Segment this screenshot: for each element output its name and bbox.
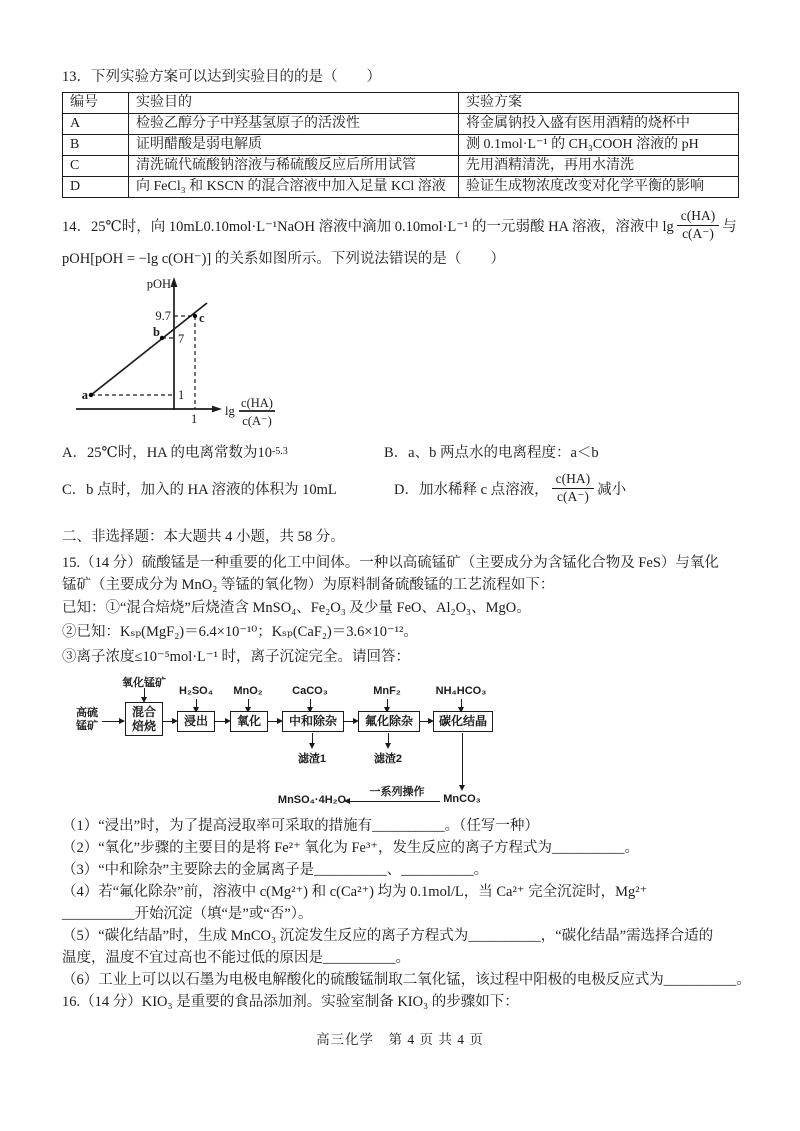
arrow-down-icon <box>144 688 145 701</box>
q14-stem-pre: 14．25℃时，向 10mL0.10mol·L⁻¹NaOH 溶液中滴加 0.10mol·L⁻¹ 的一元弱酸 HA 溶液，溶液中 lg <box>62 218 674 235</box>
q14-stem-line1 <box>62 202 740 248</box>
arrow-down-icon <box>248 699 249 711</box>
arrow-down-icon <box>461 699 462 711</box>
exam-content <box>62 66 751 1013</box>
q15-intro-line2: 锰矿（主要成分为 MnO₂ 等锰的氧化物）为原料制备硫酸锰的工艺流程如下： <box>62 577 555 593</box>
section2-header: 二、非选择题：本大题共 4 小题，共 58 分。 <box>62 529 345 545</box>
fraction-numerator: c(HA) <box>677 208 719 226</box>
point-a-label: a <box>81 388 88 402</box>
q15-sub1: （1）“浸出”时，为了提高浸取率可采取的措施有__________。（任写一种） <box>62 818 539 834</box>
table-row <box>63 177 739 198</box>
q15-known1: 已知：①“混合焙烧”后烧渣含 MnSO₄、Fe₂O₃ 及少量 FeO、Al₂O₃、MgO。 <box>62 600 531 616</box>
flow-input-nh4hco3: NH₄HCO₃ <box>435 685 487 697</box>
q15-sub5-line2: 温度，温度不宜过高也不能过低的原因是__________。 <box>62 950 410 966</box>
cell-plan: 验证生成物浓度改变对化学平衡的影响 <box>459 177 739 198</box>
tick-1-y: 1 <box>178 388 185 402</box>
q14-options-row1 <box>62 441 740 462</box>
q14-graph <box>74 276 324 434</box>
q15-intro-line1: 15.（14 分）硫酸锰是一种重要的化工中间体。一种以高硫锰矿（主要成分为含锰化合物及 FeS）与氧化 <box>62 555 719 571</box>
flow-box-oxidize: 氧化 <box>230 711 268 732</box>
q13-table <box>62 92 739 198</box>
q15-flowchart <box>62 673 740 815</box>
q15-known3: ③离子浓度≤10⁻⁵mol·L⁻¹ 时，离子沉淀完全。请回答： <box>62 649 411 665</box>
cell-plan: 将金属钠投入盛有医用酒精的烧杯中 <box>459 114 739 135</box>
q13-stem: 13．下列实验方案可以达到实验目的的是（ ） <box>62 69 381 85</box>
arrow-down-icon <box>310 699 311 711</box>
q14-option-d <box>394 471 626 506</box>
option-a-text: A．25℃时，HA 的电离常数为10 <box>62 445 272 461</box>
flow-feed-ore: 高硫锰矿 <box>76 707 98 732</box>
q15-sub2: （2）“氧化”步骤的主要目的是将 Fe²⁺ 氧化为 Fe³⁺，发生反应的离子方程式为__________。 <box>62 840 639 856</box>
q15-sub5-line1: （5）“碳化结晶”时，生成 MnCO₃ 沉淀发生反应的离子方程式为__________，“碳化结晶”需选择合适的 <box>62 928 714 944</box>
flow-residue-1: 滤渣1 <box>297 753 327 765</box>
flow-box-roast: 混合焙烧 <box>125 702 163 736</box>
cell-id: A <box>63 114 129 135</box>
col-header-purpose: 实验目的 <box>129 93 459 114</box>
table-row <box>63 135 739 156</box>
x-axis-frac-num: c(HA) <box>241 396 273 410</box>
arrow-down-icon <box>196 699 197 711</box>
arrow-right-icon <box>344 721 357 722</box>
flow-box-neutralize: 中和除杂 <box>282 711 344 732</box>
cell-id: B <box>63 135 129 156</box>
page-footer: 高三化学 第 4 页 共 4 页 <box>316 1032 484 1047</box>
y-axis-label: pOH <box>146 277 171 291</box>
q14-stem-post: 与 <box>722 218 737 235</box>
arrow-left-icon <box>346 801 440 802</box>
tick-1-x: 1 <box>191 412 198 426</box>
cell-id: D <box>63 177 129 198</box>
flow-box-carbonate: 碳化结晶 <box>433 711 493 732</box>
q14-option-c: C．b 点时，加入的 HA 溶液的体积为 10mL <box>62 481 337 498</box>
titration-line <box>91 303 207 395</box>
cell-id: C <box>63 156 129 177</box>
flow-input-caco3: CaCO₃ <box>292 685 328 697</box>
arrow-down-icon <box>462 733 463 789</box>
arrow-right-icon <box>268 721 281 722</box>
point-a <box>89 393 93 397</box>
arrow-down-icon <box>312 733 313 747</box>
cell-purpose: 清洗硫代硫酸钠溶液与稀硫酸反应后所用试管 <box>129 156 459 177</box>
option-d-suffix: 减小 <box>597 481 627 498</box>
point-b <box>160 336 164 340</box>
table-row <box>63 156 739 177</box>
arrow-down-icon <box>387 699 388 711</box>
option-a-exponent: -5.3 <box>271 446 288 457</box>
q14-option-b: B．a、b 两点水的电离程度：a＜b <box>384 445 599 461</box>
q14-stem-line2: pOH[pOH = −lg c(OH⁻)] 的关系如图所示。下列说法错误的是（ ） <box>62 251 505 267</box>
q15-sub4-line1: （4）若“氟化除杂”前，溶液中 c(Mg²⁺) 和 c(Ca²⁺) 均为 0.1mol/L，当 Ca²⁺ 完全沉淀时，Mg²⁺ <box>62 884 648 900</box>
flow-input-oxide-ore: 氧化锰矿 <box>122 677 166 689</box>
flow-box-fluoridize: 氟化除杂 <box>358 711 420 732</box>
arrow-right-icon <box>102 721 123 722</box>
x-axis-frac-den: c(A⁻) <box>242 414 272 428</box>
table-row <box>63 114 739 135</box>
flow-final-product: MnSO₄·4H₂O <box>277 794 347 806</box>
q15-known2: ②已知：Kₛₚ(MgF₂)＝6.4×10⁻¹⁰；Kₛₚ(CaF₂)＝3.6×10⁻¹²。 <box>62 624 418 640</box>
q15-sub4-line2: __________开始沉淀（填“是”或“否”）。 <box>62 906 313 922</box>
cell-plan: 先用酒精清洗，再用水清洗 <box>459 156 739 177</box>
option-d-text: D．加水稀释 c 点溶液， <box>394 481 549 498</box>
y-axis-arrow <box>171 277 178 287</box>
cell-purpose: 证明醋酸是弱电解质 <box>129 135 459 156</box>
q15-sub6: （6）工业上可以以石墨为电极电解酸化的硫酸锰制取二氧化锰，该过程中阳极的电极反应式为__________。 <box>62 972 751 988</box>
q14-options-row2 <box>62 464 740 512</box>
flow-input-mno2: MnO₂ <box>233 685 263 697</box>
arrow-down-icon <box>388 733 389 747</box>
q14-stem-fraction <box>677 208 719 243</box>
q15-sub3: （3）“中和除杂”主要除去的金属离子是__________、__________。 <box>62 862 489 878</box>
fraction-numerator: c(HA) <box>552 471 594 489</box>
q16-stem: 16.（14 分）KIO₃ 是重要的食品添加剂。实验室制备 KIO₃ 的步骤如下： <box>62 994 519 1010</box>
x-axis-label-lg: lg <box>225 404 235 418</box>
col-header-plan: 实验方案 <box>459 93 739 114</box>
cell-plan: 测 0.1mol·L⁻¹ 的 CH₃COOH 溶液的 pH <box>459 135 739 156</box>
x-axis-arrow <box>212 406 222 413</box>
fraction-denominator: c(A⁻) <box>682 225 714 241</box>
flow-mid-product: MnCO₃ <box>443 793 481 805</box>
arrow-right-icon <box>163 721 176 722</box>
flow-series-ops: 一系列操作 <box>369 786 425 798</box>
col-header-id: 编号 <box>63 93 129 114</box>
point-c <box>193 314 197 318</box>
tick-9-7: 9.7 <box>155 309 171 323</box>
flow-input-mnf2: MnF₂ <box>373 685 401 697</box>
q14-option-a <box>62 441 384 462</box>
option-d-fraction <box>552 471 594 506</box>
flow-input-h2so4: H₂SO₄ <box>179 685 213 697</box>
tick-7: 7 <box>178 332 185 346</box>
point-b-label: b <box>153 325 160 339</box>
q14-graph-wrapper <box>74 276 740 439</box>
arrow-right-icon <box>215 721 229 722</box>
arrow-right-icon <box>420 721 432 722</box>
cell-purpose: 向 FeCl₃ 和 KSCN 的混合溶液中加入足量 KCl 溶液 <box>129 177 459 198</box>
fraction-denominator: c(A⁻) <box>556 488 589 504</box>
flow-residue-2: 滤渣2 <box>373 753 403 765</box>
flow-box-leach: 浸出 <box>177 711 215 732</box>
cell-purpose: 检验乙醇分子中羟基氢原子的活泼性 <box>129 114 459 135</box>
point-c-label: c <box>199 311 205 325</box>
table-header-row <box>63 93 739 114</box>
